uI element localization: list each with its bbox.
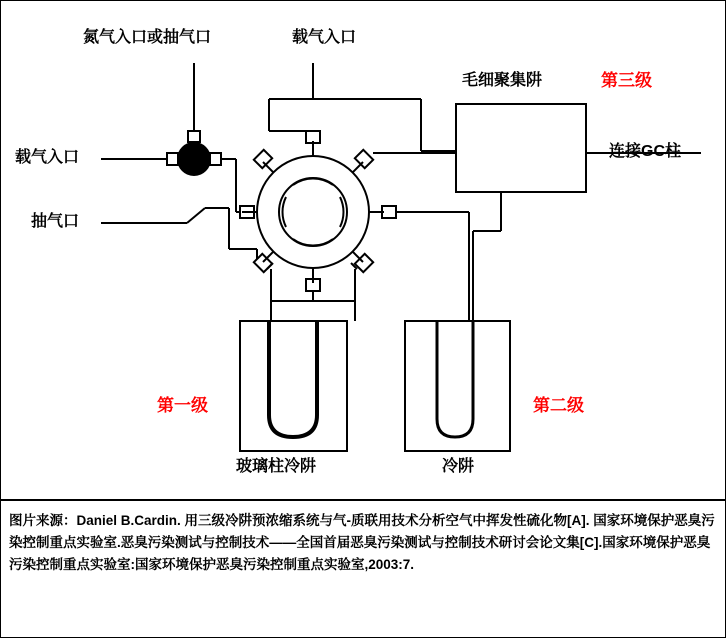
label-glass-cold-trap: 玻璃柱冷阱 bbox=[236, 458, 317, 475]
selector-port-left bbox=[167, 153, 178, 165]
figure-caption: 图片来源：Daniel B.Cardin. 用三级冷阱预浓缩系统与气-质联用技术分析空气中挥发性硫化物[A]. 国家环境保护恶臭污染控制重点实验室.恶臭污染测试与控制技术——全国首届恶臭污染测试与控制技术研讨会论文集[C].国家环境保护恶臭污染控制重点实验室:国家环境保护恶臭污染控制重点实验室,2003:7. bbox=[1, 499, 726, 638]
rotor-slot-top bbox=[293, 178, 333, 185]
diagram-canvas bbox=[1, 1, 726, 499]
label-capillary-trap: 毛细聚集阱 bbox=[462, 72, 543, 89]
label-stage-two: 第二级 bbox=[533, 396, 584, 415]
line-sw-link bbox=[267, 263, 273, 269]
valve-port-nw bbox=[254, 150, 272, 168]
label-stage-three: 第三级 bbox=[601, 71, 652, 90]
selector-port-right bbox=[210, 153, 221, 165]
rotor-slot-left bbox=[283, 197, 286, 227]
stage2-jacket bbox=[405, 321, 510, 451]
valve-port-ne bbox=[355, 150, 373, 168]
stage1-jacket bbox=[240, 321, 347, 451]
line-vacuum-2 bbox=[187, 208, 205, 223]
label-carrier-gas-inlet-top: 载气入口 bbox=[292, 29, 357, 46]
selector-valve-body bbox=[178, 143, 210, 175]
label-stage-one: 第一级 bbox=[157, 396, 208, 415]
label-vacuum-port-left: 抽气口 bbox=[31, 213, 80, 230]
label-carrier-gas-inlet-left: 载气入口 bbox=[15, 149, 80, 166]
label-gc-column: 连接GC柱 bbox=[609, 143, 682, 160]
valve-outer-circle bbox=[257, 156, 369, 268]
label-nitrogen-inlet: 氮气入口或抽气口 bbox=[83, 29, 212, 46]
capillary-trap-box bbox=[456, 104, 586, 192]
valve-port-e bbox=[382, 206, 396, 218]
selector-port-top bbox=[188, 131, 200, 142]
rotor-slot-bottom bbox=[293, 239, 333, 246]
valve-inner-circle bbox=[279, 178, 347, 246]
label-cold-trap: 冷阱 bbox=[442, 458, 475, 475]
rotor-slot-right bbox=[340, 197, 343, 227]
